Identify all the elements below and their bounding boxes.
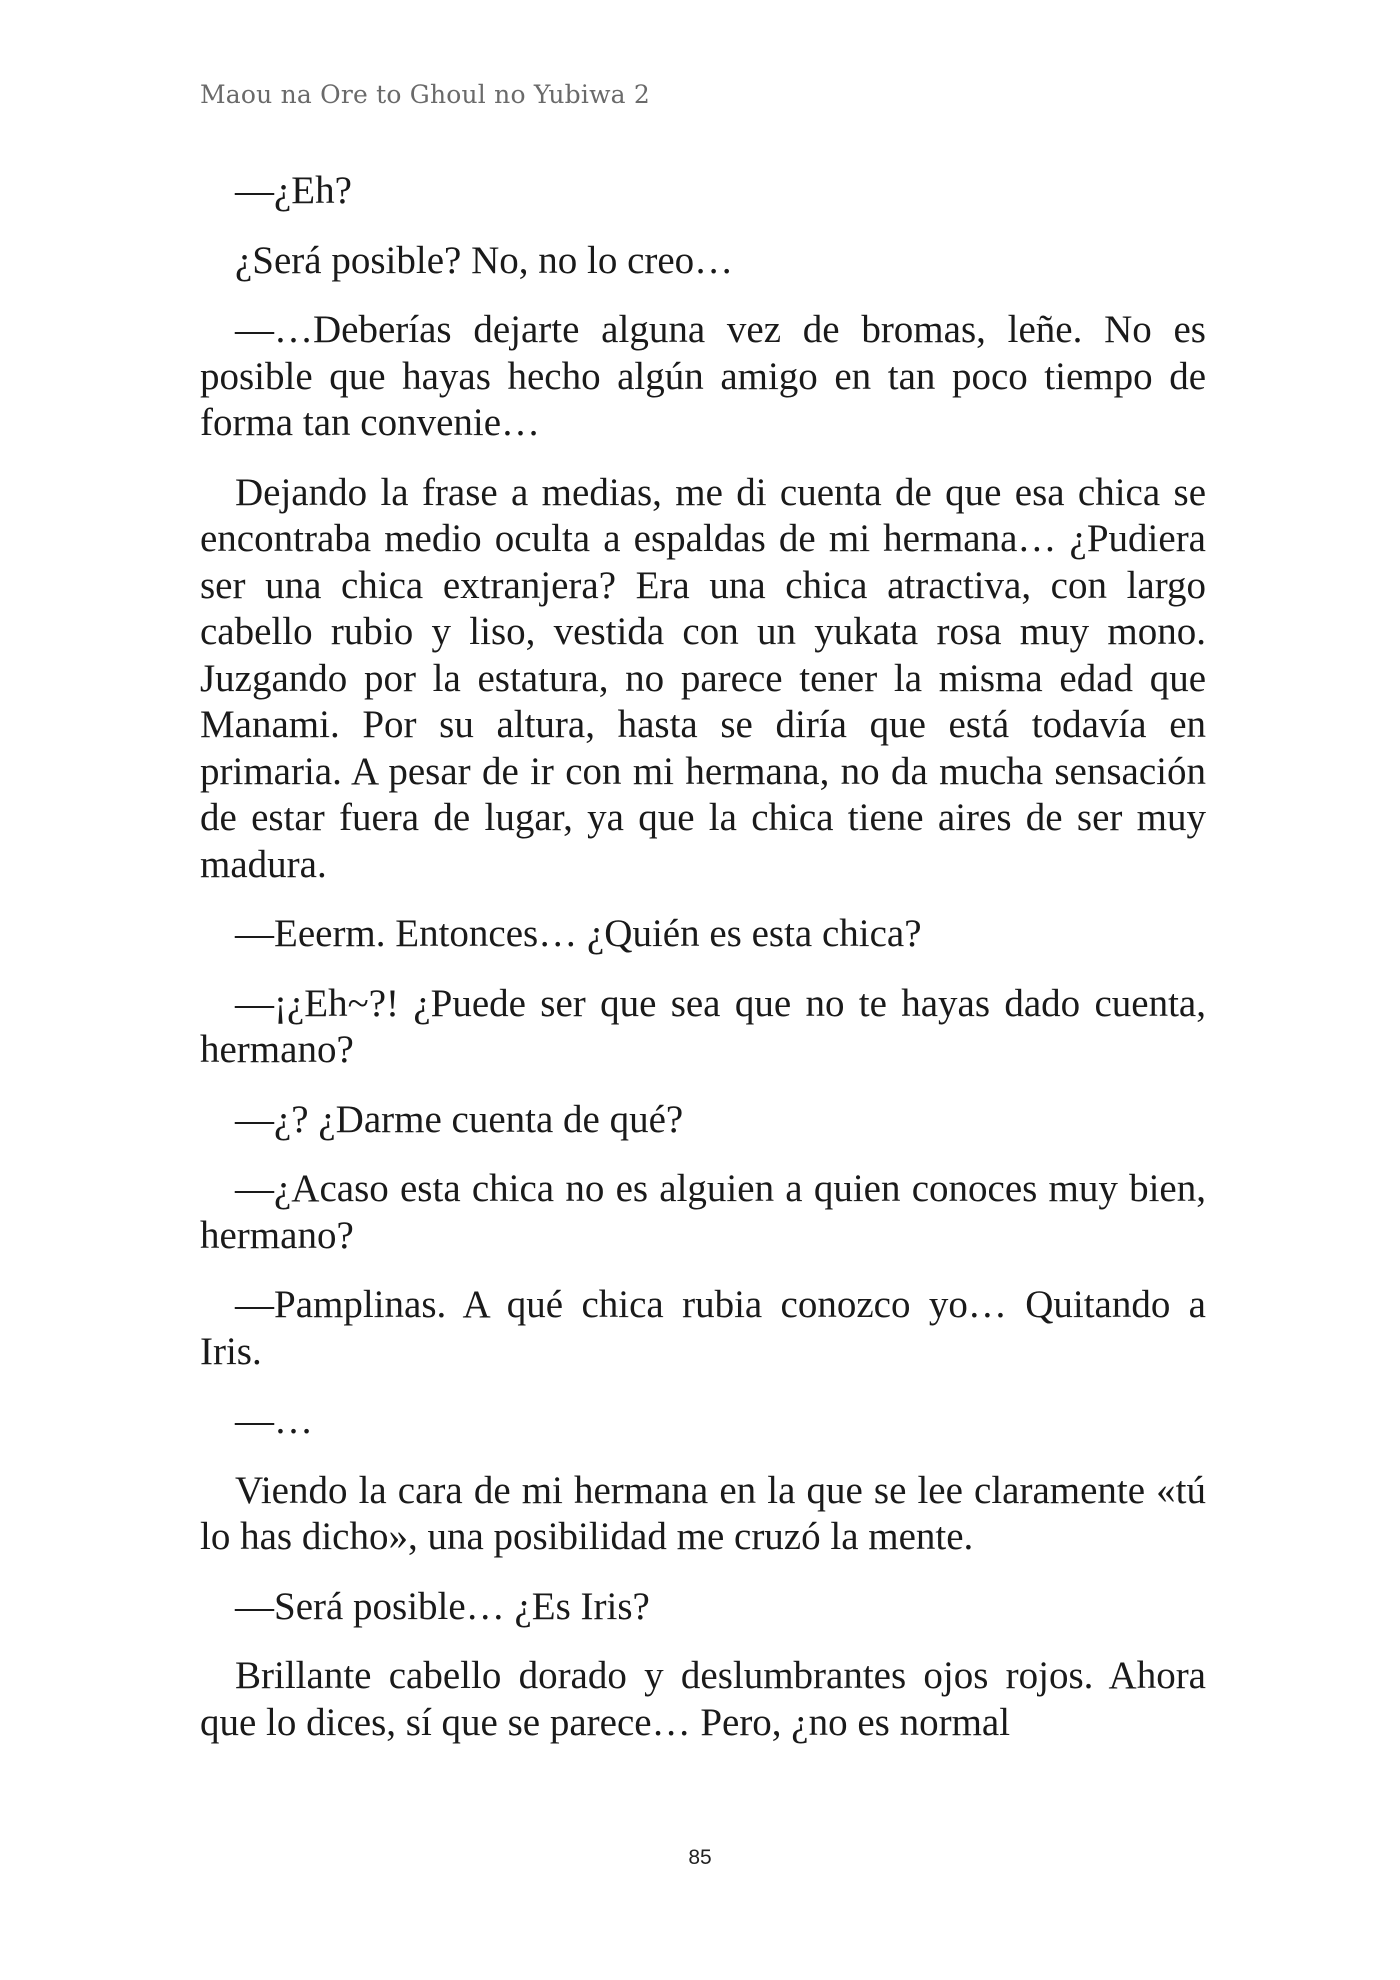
paragraph: Dejando la frase a medias, me di cuenta de que esa chica se encontraba medio oculta a espaldas de mi hermana… ¿Pudiera ser una chica extranjera? Era una chica atractiva, con largo cabello rubio y liso, vestida con un yukata rosa muy mono. Juzgando por la estatura, no parece tener la misma edad que Manami. Por su altura, hasta se diría que está todavía en primaria. A pesar de ir con mi hermana, no da mucha sensación de estar fuera de lugar, ya que la chica tiene aires de ser muy madura. (200, 470, 1206, 886)
paragraph: —… (235, 1399, 313, 1442)
paragraph: —Pamplinas. A qué chica rubia conozco yo… Quitando a Iris. (200, 1283, 1206, 1373)
paragraph: —Eeerm. Entonces… ¿Quién es esta chica? (235, 912, 922, 955)
paragraph: —¿? ¿Darme cuenta de qué? (235, 1097, 684, 1141)
paragraph: Viendo la cara de mi hermana en la que se lee claramente «tú lo has dicho», una posibilidad me cruzó la mente. (200, 1468, 1206, 1558)
paragraph: —Será posible… ¿Es Iris? (235, 1584, 650, 1628)
text-body (200, 168, 1206, 1769)
running-header: Maou na Ore to Ghoul no Yubiwa 2 (200, 80, 651, 109)
paragraph: —¿Acaso esta chica no es alguien a quien conoces muy bien, hermano? (200, 1167, 1206, 1257)
paragraph: —¡¿Eh~?! ¿Puede ser que sea que no te hayas dado cuenta, hermano? (200, 981, 1206, 1071)
paragraph: ¿Será posible? No, no lo creo… (235, 238, 734, 282)
paragraph: —¿Eh? (235, 169, 352, 212)
paragraph: —…Deberías dejarte alguna vez de bromas, leñe. No es posible que hayas hecho algún amigo en tan poco tiempo de forma tan convenie… (200, 308, 1206, 444)
paragraph: Brillante cabello dorado y deslumbrantes ojos rojos. Ahora que lo dices, sí que se parece… Pero, ¿no es normal (200, 1654, 1206, 1744)
page-number: 85 (688, 1846, 712, 1869)
